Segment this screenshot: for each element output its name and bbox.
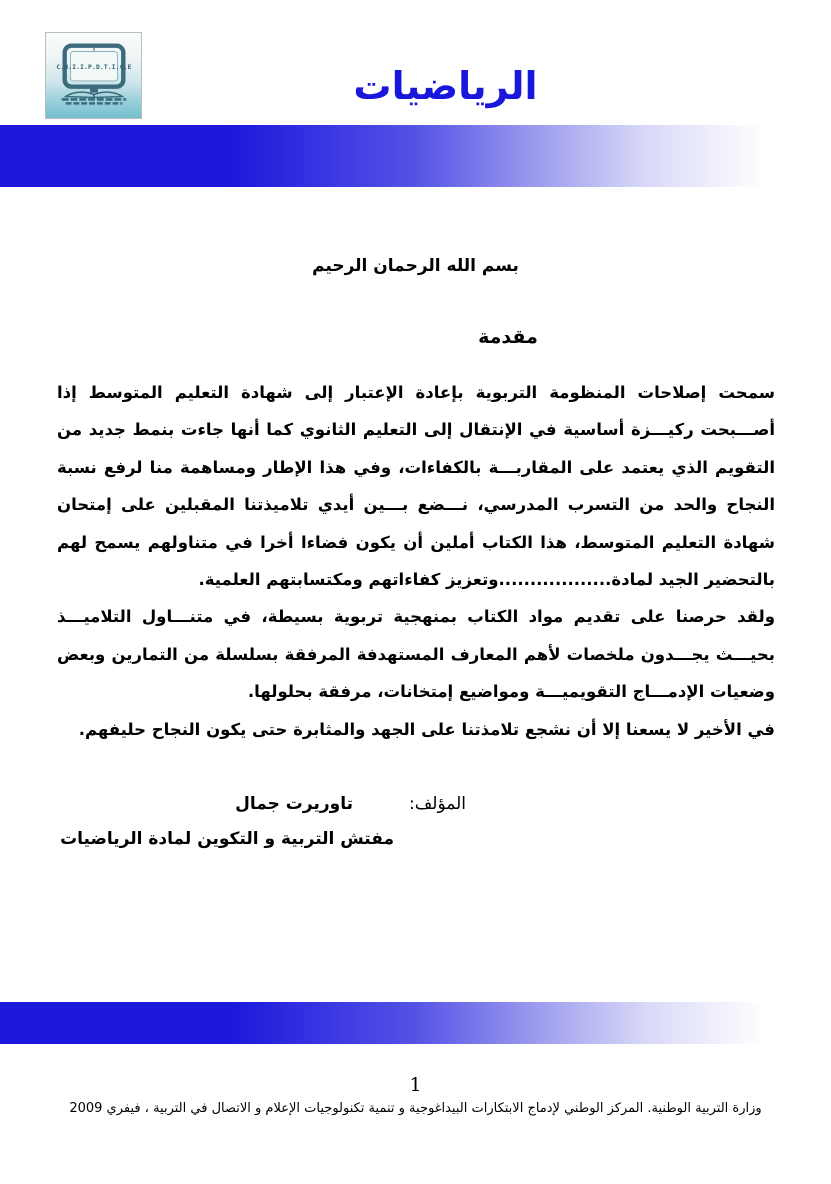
header-gradient-band xyxy=(0,125,831,187)
author-label: المؤلف: xyxy=(408,794,466,814)
author-line xyxy=(57,794,466,814)
paragraph-3: في الأخير لا يسعنا إلا أن نشجع تلامذتنا على الجهد والمثابرة حتى يكون النجاح حليفهم. xyxy=(78,719,775,739)
body-text xyxy=(57,374,775,748)
footer-gradient-band xyxy=(0,1002,831,1044)
page-number: 1 xyxy=(409,1074,422,1096)
author-name: تاوريرت جمال xyxy=(235,794,353,814)
author-role: مفتش التربية و التكوين لمادة الرياضيات xyxy=(60,829,394,849)
author-block xyxy=(57,794,466,849)
paragraph-2: ولقد حرصنا على تقديم مواد الكتاب بمنهجية تربوية بسيطة، في متنـــاول التلاميـــذ بحيـــث يجـــدون ملخصات لأهم المعارف المستهدفة المرفقة بسلسلة من التمارين وبعض وضعيات الإدمـــاج التقويميـــة ومواضيع إمتخانات، مرفقة بحلولها. xyxy=(57,607,775,702)
page-title: الرياضيات xyxy=(353,64,538,108)
paragraph-1: سمحت إصلاحات المنظومة التربوية بإعادة الإعتبار إلى شهادة التعليم المتوسط إذا أصـــبحت ركيـــزة أساسية في الإنتقال إلى التعليم الثانوي كما أنها جاءت بنمط جديد من التقويم الذي يعتمد على المقاربـــة بالكفاءات، وفي هذا الإطار ومساهمة منا لرفع نسبة النجاح والحد من التسرب المدرسي، نـــضع بـــين أيدي تلاميذتنا المقبلين على إمتحان شهادة التعليم المتوسط، هذا الكتاب أملين أن يكون فضاءا أخرا في متناولهم يسمح لهم بالتحضير الجيد لمادة..................وتعزيز كفاءاتهم ومكتسابتهم العلمية. xyxy=(57,383,775,590)
section-heading: مقدمة xyxy=(478,326,538,348)
bismillah-line: بسم الله الرحمان الرحيم xyxy=(312,256,519,276)
logo-acronym: C.N.I.I.P.D.T.I.C.E xyxy=(56,64,132,72)
footer-text: وزارة التربية الوطنية. المركز الوطني لإدماج الابتكارات البيداغوجية و تنمية تكنولوجيات الإعلام و الاتصال في التربية ، فيفري 2009 xyxy=(69,1101,762,1116)
